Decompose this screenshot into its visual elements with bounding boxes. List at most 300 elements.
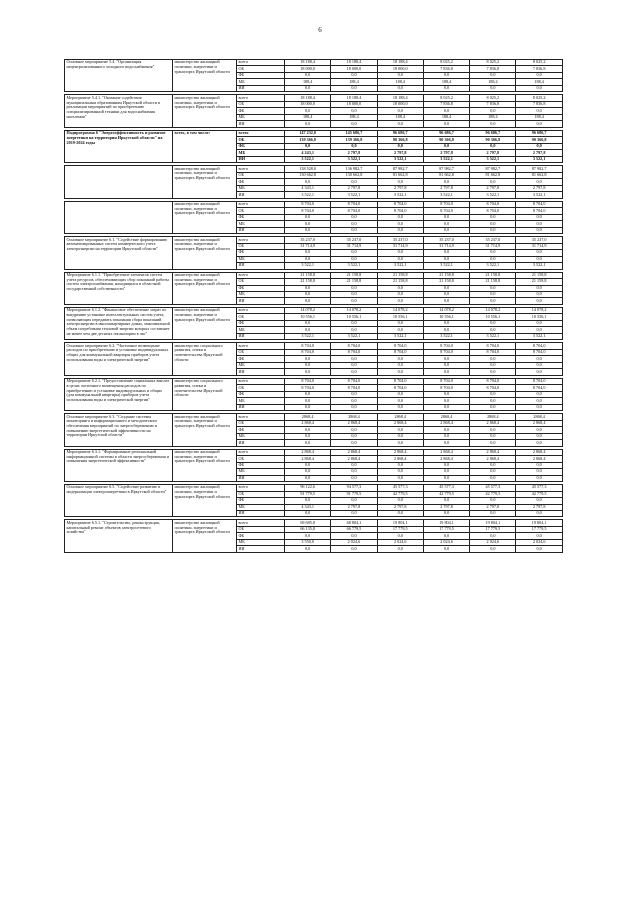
funding-value: 18 188,4: [377, 95, 423, 101]
funding-source: ОБ: [237, 349, 285, 355]
funding-value: 0,0: [377, 398, 423, 404]
funding-value: 0,0: [331, 108, 377, 114]
funding-value: 18 188,4: [331, 95, 377, 101]
funding-value: 0,0: [285, 72, 331, 78]
activity-name: Основное мероприятие 6.1. "Содействие формированию автоматизированных систем коммерческого учета электроэнергии на территории Иркутской области": [65, 237, 173, 269]
funding-value: 94 577,3: [331, 485, 377, 491]
funding-source: ФБ: [237, 391, 285, 397]
funding-value: 2 797,8: [470, 150, 516, 156]
responsible-executor: министерство жилищной политики, энергетики и транспорта Иркутской области: [173, 307, 237, 339]
responsible-executor: министерство жилищной политики, энергетики и транспорта Иркутской области: [173, 485, 237, 517]
funding-value: 3 522,1: [285, 192, 331, 198]
funding-value: 0,0: [516, 511, 562, 517]
funding-value: 0,0: [516, 285, 562, 291]
table-row: [65, 414, 563, 420]
funding-value: 0,0: [377, 221, 423, 227]
funding-value: 0,0: [331, 433, 377, 439]
funding-value: 96 122,6: [285, 485, 331, 491]
funding-value: 0,0: [377, 475, 423, 481]
funding-value: 10 556,1: [377, 314, 423, 320]
funding-value: 8 704,0: [285, 201, 331, 207]
funding-value: 35 237,0: [377, 237, 423, 243]
funding-value: 8 704,0: [331, 349, 377, 355]
funding-value: 0,0: [377, 462, 423, 468]
funding-value: 8 025,2: [423, 60, 469, 66]
responsible-executor: министерство жилищной политики, энергетики и транспорта Иркутской области: [173, 60, 237, 92]
funding-value: 0,0: [516, 250, 562, 256]
funding-source: ИИ: [237, 298, 285, 304]
funding-value: 3 522,1: [377, 156, 423, 162]
funding-value: 0,0: [470, 320, 516, 326]
funding-source: всего: [237, 201, 285, 207]
funding-value: 0,0: [377, 369, 423, 375]
funding-source: всего: [237, 414, 285, 420]
funding-value: 0,0: [470, 356, 516, 362]
funding-value: 8 025,2: [470, 60, 516, 66]
funding-value: 0,0: [331, 356, 377, 362]
funding-value: 35 237,0: [331, 237, 377, 243]
activity-name: Основное мероприятие 6.5. "Содействие развитию и модернизации электроэнергетики в Иркутской области": [65, 485, 173, 517]
funding-value: 8 704,0: [516, 378, 562, 384]
responsible-executor: министерство жилищной политики, энергетики и транспорта Иркутской области: [173, 166, 237, 198]
funding-value: 0,0: [377, 108, 423, 114]
funding-source: всего: [237, 485, 285, 491]
funding-source: МБ: [237, 256, 285, 262]
funding-value: 3 522,1: [516, 263, 562, 269]
funding-value: 0,0: [285, 391, 331, 397]
funding-source: ФБ: [237, 320, 285, 326]
funding-value: 10 556,1: [285, 314, 331, 320]
funding-value: 8 704,0: [516, 201, 562, 207]
funding-value: 0,0: [331, 427, 377, 433]
funding-value: 2 868,4: [377, 420, 423, 426]
funding-value: 18 000,0: [331, 101, 377, 107]
table-row: [65, 60, 563, 66]
funding-value: 81 662,8: [423, 172, 469, 178]
funding-value: 0,0: [516, 475, 562, 481]
funding-source: ОБ: [237, 101, 285, 107]
funding-value: 45 577,3: [377, 485, 423, 491]
funding-value: 3 522,1: [285, 333, 331, 339]
funding-value: 2 868,4: [331, 449, 377, 455]
funding-value: 3 522,1: [377, 192, 423, 198]
funding-value: 0,0: [516, 356, 562, 362]
funding-value: 3 522,1: [331, 263, 377, 269]
responsible-executor: министерство социального развития, опеки и попечительства Иркутской области: [173, 343, 237, 375]
funding-source: всего: [237, 307, 285, 313]
funding-value: 0,0: [423, 143, 469, 149]
table-row: [65, 307, 563, 313]
funding-value: 136 982,7: [331, 166, 377, 172]
funding-source: ИИ: [237, 85, 285, 91]
funding-value: 2 024,6: [331, 539, 377, 545]
funding-value: 7 836,8: [423, 66, 469, 72]
funding-value: 0,0: [377, 327, 423, 333]
funding-value: 0,0: [516, 108, 562, 114]
funding-value: 81 662,8: [377, 172, 423, 178]
funding-value: 0,0: [285, 285, 331, 291]
funding-value: 0,0: [331, 256, 377, 262]
funding-value: 21 158,8: [423, 272, 469, 278]
funding-value: 0,0: [516, 404, 562, 410]
funding-value: 0,0: [423, 256, 469, 262]
funding-value: 3 522,1: [377, 263, 423, 269]
funding-value: 0,0: [377, 391, 423, 397]
funding-value: 2868,4: [285, 414, 331, 420]
funding-value: 0,0: [377, 404, 423, 410]
funding-value: 0,0: [516, 256, 562, 262]
funding-source: ФБ: [237, 285, 285, 291]
funding-value: 0,0: [285, 320, 331, 326]
funding-value: 0,0: [516, 214, 562, 220]
funding-value: 2868,4: [516, 414, 562, 420]
funding-value: 8 704,0: [331, 343, 377, 349]
funding-source: всего: [237, 130, 285, 136]
funding-value: 2 797,8: [470, 185, 516, 191]
funding-value: 0,0: [285, 427, 331, 433]
funding-source: МБ: [237, 221, 285, 227]
table-row: [65, 201, 563, 207]
funding-value: 147 232,0: [285, 130, 331, 136]
page-number: 6: [318, 26, 322, 34]
funding-value: 0,0: [331, 398, 377, 404]
funding-source: ИИ: [237, 404, 285, 410]
funding-value: 188,4: [470, 79, 516, 85]
activity-name: Мероприятие 6.1.2. "Финансовое обеспечение затрат по внедрению установке интеллектуальных систем учета, позволяющих передавать показания сбора показаний электроэнергии в многоквартирных домах, максимальной объем потребления тепловой энергии которых составляет не менее чем две десятых гигакалории в час": [65, 307, 173, 339]
funding-value: 0,0: [470, 214, 516, 220]
funding-value: 0,0: [285, 440, 331, 446]
funding-value: 0,0: [423, 121, 469, 127]
funding-value: 0,0: [470, 469, 516, 475]
funding-value: 2 868,4: [470, 456, 516, 462]
funding-value: 91 779,5: [285, 491, 331, 497]
funding-source: МБ: [237, 469, 285, 475]
funding-value: 188,4: [331, 114, 377, 120]
funding-value: 0,0: [423, 227, 469, 233]
activity-name: Мероприятие 6.5.1. "Строительство, реконструкция, капитальный ремонт объектов электросетевого хозяйства": [65, 520, 173, 552]
funding-value: 0,0: [470, 221, 516, 227]
funding-value: 14 078,2: [516, 307, 562, 313]
funding-value: 8 704,0: [423, 201, 469, 207]
funding-value: 18 000,0: [285, 101, 331, 107]
funding-value: 0,0: [423, 404, 469, 410]
funding-value: 0,0: [423, 85, 469, 91]
funding-value: 7 836,8: [516, 101, 562, 107]
activity-name: Основное мероприятие 5.4. "Организация нецентрализованного холодного водоснабжения": [65, 60, 173, 92]
funding-value: 188,4: [516, 114, 562, 120]
funding-value: 8 704,0: [331, 385, 377, 391]
funding-value: 0,0: [377, 143, 423, 149]
funding-value: 96 686,7: [516, 130, 562, 136]
funding-value: 0,0: [377, 533, 423, 539]
funding-value: 3 522,1: [423, 192, 469, 198]
funding-value: 3 522,1: [516, 156, 562, 162]
funding-value: 0,0: [285, 179, 331, 185]
funding-value: 8 704,0: [377, 349, 423, 355]
funding-value: 35 237,0: [285, 237, 331, 243]
funding-value: 21 158,8: [331, 279, 377, 285]
funding-value: 0,0: [470, 143, 516, 149]
funding-source: ФБ: [237, 72, 285, 78]
funding-value: 3 522,1: [423, 156, 469, 162]
funding-value: 0,0: [516, 298, 562, 304]
funding-value: 0,0: [285, 291, 331, 297]
funding-value: 0,0: [516, 498, 562, 504]
funding-value: 35 237,0: [470, 237, 516, 243]
funding-value: 0,0: [516, 221, 562, 227]
funding-source: МБ: [237, 150, 285, 156]
table-body: [65, 60, 563, 553]
funding-source: ИИ: [237, 333, 285, 339]
funding-value: 8 704,0: [470, 349, 516, 355]
funding-value: 8 704,0: [516, 343, 562, 349]
funding-source: ОБ: [237, 208, 285, 214]
funding-value: 66 135,8: [285, 526, 331, 532]
funding-value: 8 704,0: [516, 349, 562, 355]
funding-value: 45 577,3: [423, 485, 469, 491]
funding-value: 96 686,7: [470, 130, 516, 136]
funding-value: 0,0: [470, 72, 516, 78]
funding-value: 3 550,0: [285, 539, 331, 545]
funding-value: 0,0: [516, 469, 562, 475]
table-row: [65, 166, 563, 172]
funding-value: 0,0: [470, 291, 516, 297]
activity-name: Мероприятие 6.1.1. "Приобретение элементов систем учета ресурсов, обеспечивающих сбор показаний работы систем электроснабжения, находящихся в областной государственной собственности": [65, 272, 173, 304]
funding-value: 0,0: [377, 121, 423, 127]
funding-value: 19 804,1: [470, 520, 516, 526]
funding-value: 0,0: [331, 362, 377, 368]
funding-value: 0,0: [285, 143, 331, 149]
funding-value: 2 868,4: [285, 449, 331, 455]
funding-value: 66 779,5: [331, 526, 377, 532]
funding-value: 0,0: [423, 511, 469, 517]
funding-value: 81 662,8: [470, 172, 516, 178]
funding-value: 0,0: [423, 427, 469, 433]
funding-value: 8 704,0: [285, 349, 331, 355]
funding-value: 21 158,8: [470, 279, 516, 285]
funding-value: 0,0: [516, 327, 562, 333]
funding-value: 0,0: [470, 404, 516, 410]
funding-value: 0,0: [285, 221, 331, 227]
funding-value: 21 158,8: [377, 272, 423, 278]
funding-value: 2868,4: [331, 414, 377, 420]
funding-value: 3 522,1: [470, 192, 516, 198]
funding-value: 0,0: [285, 108, 331, 114]
funding-value: 0,0: [331, 475, 377, 481]
funding-value: 87 982,7: [423, 166, 469, 172]
funding-value: 0,0: [470, 391, 516, 397]
funding-value: 0,0: [423, 398, 469, 404]
funding-value: 0,0: [331, 469, 377, 475]
funding-value: 0,0: [285, 256, 331, 262]
funding-value: 0,0: [331, 85, 377, 91]
funding-source: ОБ: [237, 137, 285, 143]
table-row: [65, 378, 563, 384]
funding-value: 2868,4: [423, 414, 469, 420]
funding-value: 87 982,7: [470, 166, 516, 172]
funding-value: 0,0: [331, 221, 377, 227]
funding-value: 8 704,0: [331, 208, 377, 214]
funding-value: 0,0: [285, 298, 331, 304]
funding-value: 0,0: [377, 427, 423, 433]
funding-value: 0,0: [423, 462, 469, 468]
responsible-executor: министерство жилищной политики, энергетики и транспорта Иркутской области: [173, 95, 237, 127]
funding-value: 2 797,8: [377, 504, 423, 510]
funding-value: 2 868,4: [516, 420, 562, 426]
funding-value: 2 797,8: [423, 150, 469, 156]
funding-value: 0,0: [470, 369, 516, 375]
responsible-executor: министерство жилищной политики, энергетики и транспорта Иркутской области: [173, 449, 237, 481]
funding-value: 0,0: [423, 221, 469, 227]
funding-value: 0,0: [377, 85, 423, 91]
table-row: [65, 95, 563, 101]
funding-value: 0,0: [516, 179, 562, 185]
responsible-executor: министерство жилищной политики, энергетики и транспорта Иркутской области: [173, 414, 237, 446]
funding-value: 0,0: [516, 320, 562, 326]
funding-value: 17 779,5: [470, 526, 516, 532]
funding-value: 4 243,1: [285, 150, 331, 156]
funding-value: 2 024,6: [470, 539, 516, 545]
funding-value: 21 158,8: [470, 272, 516, 278]
funding-value: 0,0: [516, 391, 562, 397]
program-funding-table: [64, 59, 563, 553]
funding-source: МБ: [237, 291, 285, 297]
funding-value: 7 836,8: [470, 66, 516, 72]
funding-value: 14 078,2: [331, 307, 377, 313]
funding-source: всего: [237, 272, 285, 278]
funding-value: 0,0: [516, 291, 562, 297]
funding-value: 7 836,8: [516, 66, 562, 72]
responsible-executor: министерство жилищной политики, энергетики и транспорта Иркутской области: [173, 201, 237, 233]
funding-source: всего: [237, 378, 285, 384]
funding-value: 0,0: [285, 398, 331, 404]
funding-value: 2 868,4: [377, 449, 423, 455]
funding-value: 21 158,8: [331, 272, 377, 278]
funding-value: 0,0: [470, 433, 516, 439]
funding-value: 0,0: [285, 121, 331, 127]
table-row: [65, 272, 563, 278]
funding-value: 8 704,0: [377, 343, 423, 349]
funding-value: 21 158,8: [423, 279, 469, 285]
funding-value: 19 804,1: [423, 520, 469, 526]
funding-value: 0,0: [377, 433, 423, 439]
funding-value: 2 797,8: [423, 504, 469, 510]
funding-value: 0,0: [516, 440, 562, 446]
funding-value: 2 797,8: [516, 185, 562, 191]
funding-value: 0,0: [423, 250, 469, 256]
funding-value: 0,0: [423, 320, 469, 326]
funding-value: 0,0: [470, 227, 516, 233]
table-row: [65, 343, 563, 349]
funding-value: 17 779,5: [516, 526, 562, 532]
funding-source: ФБ: [237, 108, 285, 114]
funding-source: ИИ: [237, 440, 285, 446]
funding-value: 0,0: [470, 498, 516, 504]
funding-source: МБ: [237, 362, 285, 368]
funding-value: 0,0: [423, 369, 469, 375]
funding-value: 17 779,5: [377, 526, 423, 532]
funding-value: 45 577,3: [516, 485, 562, 491]
funding-value: 0,0: [516, 433, 562, 439]
funding-source: МБ: [237, 114, 285, 120]
funding-value: 90 366,8: [470, 137, 516, 143]
funding-source: МБ: [237, 433, 285, 439]
funding-value: 0,0: [331, 121, 377, 127]
funding-value: 0,0: [285, 327, 331, 333]
funding-source: ОБ: [237, 279, 285, 285]
funding-value: 3 522,1: [285, 263, 331, 269]
funding-value: 130 662,8: [285, 172, 331, 178]
funding-value: 10 556,1: [470, 314, 516, 320]
funding-value: 0,0: [285, 404, 331, 410]
funding-value: 42 779,5: [423, 491, 469, 497]
funding-value: 0,0: [331, 285, 377, 291]
funding-source: ОБ: [237, 66, 285, 72]
funding-source: ФБ: [237, 356, 285, 362]
funding-value: 0,0: [377, 546, 423, 552]
funding-value: 0,0: [331, 298, 377, 304]
funding-value: 0,0: [331, 72, 377, 78]
funding-value: 0,0: [516, 546, 562, 552]
funding-source: ОБ: [237, 243, 285, 249]
funding-value: 31 714,9: [516, 243, 562, 249]
funding-value: 0,0: [470, 440, 516, 446]
funding-value: 8 704,0: [377, 201, 423, 207]
funding-value: 0,0: [377, 214, 423, 220]
funding-value: 0,0: [423, 498, 469, 504]
funding-value: 21 158,8: [377, 279, 423, 285]
table-row: [65, 485, 563, 491]
funding-value: 35 237,0: [516, 237, 562, 243]
funding-value: 87 982,7: [516, 166, 562, 172]
funding-value: 0,0: [285, 227, 331, 233]
funding-value: 2868,4: [470, 414, 516, 420]
funding-value: 8 704,0: [470, 343, 516, 349]
funding-source: ИИ: [237, 263, 285, 269]
funding-value: 0,0: [377, 256, 423, 262]
funding-value: 14 078,2: [377, 307, 423, 313]
funding-value: 7 836,8: [423, 101, 469, 107]
funding-value: 0,0: [423, 298, 469, 304]
funding-source: МБ: [237, 504, 285, 510]
activity-name: Мероприятие 6.2.1. "Предоставление социальных выплат в целях частичного возмещения расходов по приобретению и установке индивидуальных и общих (для коммунальной квартиры) приборов учета использования воды и электрической энергии": [65, 378, 173, 410]
funding-value: 3 522,1: [470, 333, 516, 339]
funding-value: 4 343,1: [285, 185, 331, 191]
table-row: [65, 130, 563, 136]
funding-value: 0,0: [423, 475, 469, 481]
funding-source: ОБ: [237, 172, 285, 178]
funding-value: 188,4: [377, 114, 423, 120]
funding-value: 42 779,5: [516, 491, 562, 497]
funding-value: 0,0: [470, 108, 516, 114]
funding-source: ОБ: [237, 526, 285, 532]
funding-value: 45 577,3: [470, 485, 516, 491]
funding-source: ОБ: [237, 314, 285, 320]
funding-value: 42 779,5: [377, 491, 423, 497]
funding-value: 31 714,9: [377, 243, 423, 249]
funding-value: 90 366,8: [377, 137, 423, 143]
funding-value: 2 868,4: [285, 420, 331, 426]
funding-source: ИИ: [237, 156, 285, 162]
funding-value: 8 704,0: [377, 385, 423, 391]
funding-value: 0,0: [331, 327, 377, 333]
funding-value: 19 804,1: [516, 520, 562, 526]
funding-value: 0,0: [470, 256, 516, 262]
funding-source: всего: [237, 60, 285, 66]
funding-value: 0,0: [285, 469, 331, 475]
funding-value: 0,0: [470, 298, 516, 304]
funding-value: 8 704,0: [331, 378, 377, 384]
